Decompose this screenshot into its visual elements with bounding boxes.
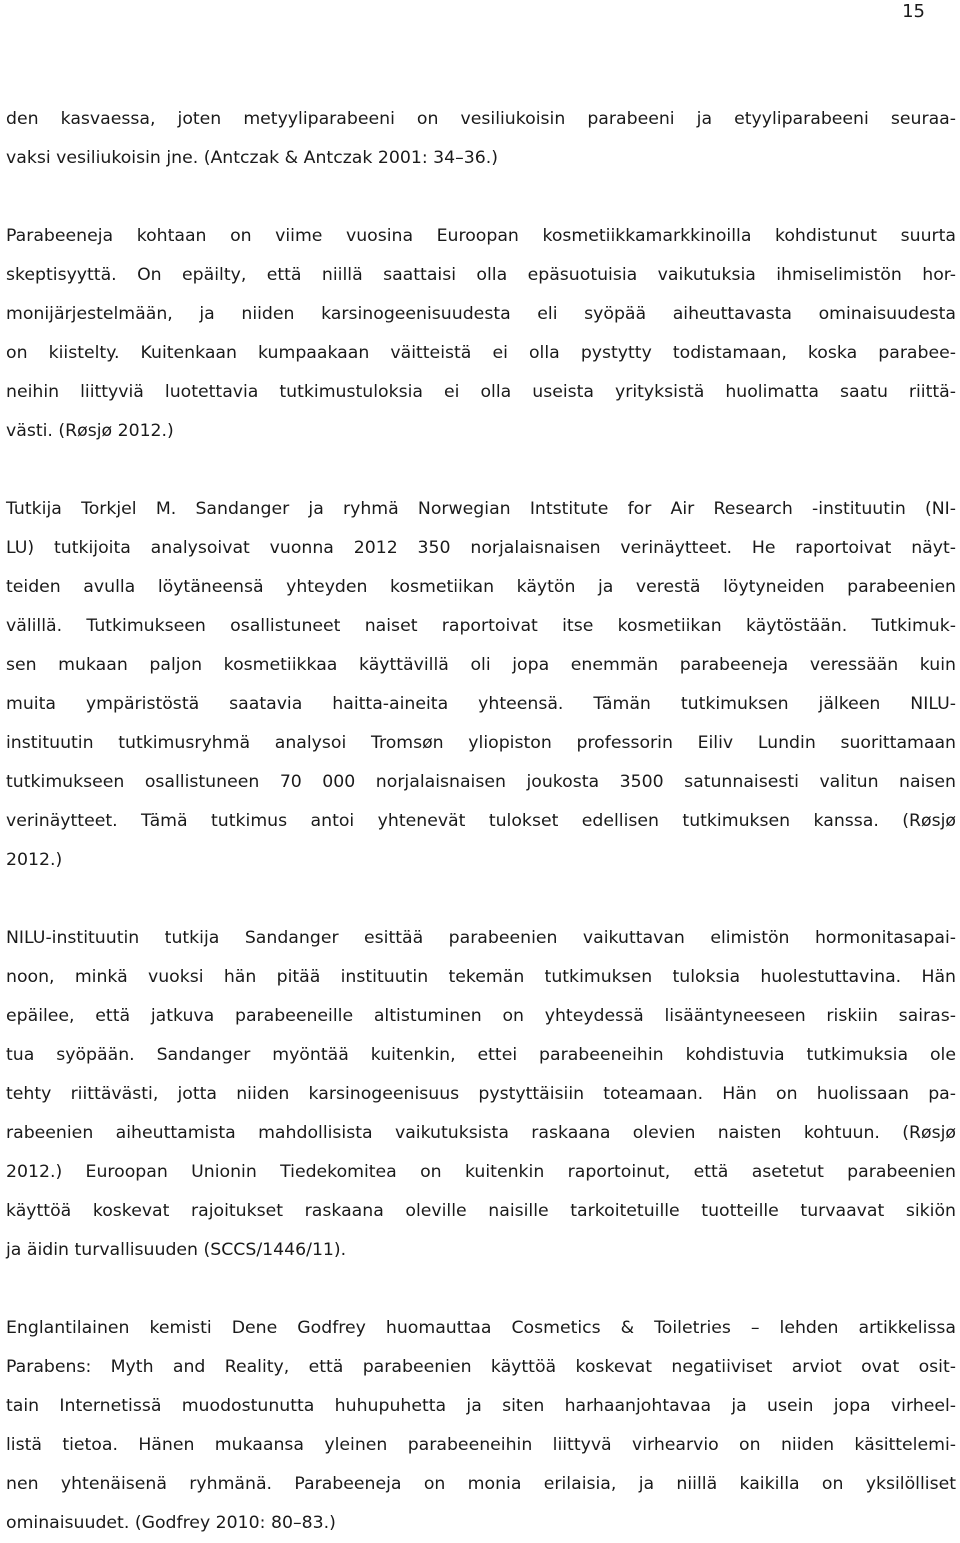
text-line: on kiistelty. Kuitenkaan kumpaakaan väitteistä ei olla pystytty todistamaan, koska parabee- <box>6 343 956 363</box>
text-line: Englantilainen kemisti Dene Godfrey huomauttaa Cosmetics & Toiletries – lehden artikkelissa <box>6 1318 956 1338</box>
text-line: verinäytteet. Tämä tutkimus antoi yhtenevät tulokset edellisen tutkimuksen kanssa. (Røsjø <box>6 811 956 831</box>
text-line: skeptisyyttä. On epäilty, että niillä saattaisi olla epäsuotuisia vaikutuksia ihmiselimistön hor- <box>6 265 956 285</box>
text-line: Tutkija Torkjel M. Sandanger ja ryhmä Norwegian Intstitute for Air Research -instituutin (NI- <box>6 499 956 519</box>
text-line: den kasvaessa, joten metyyliparabeeni on vesiliukoisin parabeeni ja etyyliparabeeni seuraa- <box>6 109 956 129</box>
paragraph-5 <box>6 1309 956 1543</box>
text-line: 2012.) Euroopan Unionin Tiedekomitea on kuitenkin raportoinut, että asetetut parabeenien <box>6 1162 956 1182</box>
text-line: ja äidin turvallisuuden (SCCS/1446/11). <box>6 1240 347 1260</box>
text-line: nen yhtenäisenä ryhmänä. Parabeeneja on monia erilaisia, ja niillä kaikilla on yksilölliset <box>6 1474 956 1494</box>
text-line: ominaisuudet. (Godfrey 2010: 80–83.) <box>6 1513 336 1533</box>
text-line: neihin liittyviä luotettavia tutkimustuloksia ei olla useista yrityksistä huolimatta saatu riittä- <box>6 382 956 402</box>
text-line: noon, minkä vuoksi hän pitää instituutin tekemän tutkimuksen tuloksia huolestuttavina. Hän <box>6 967 956 987</box>
page-number: 15 <box>902 1 925 22</box>
text-line: Parabens: Myth and Reality, että parabeenien käyttöä koskevat negatiiviset arviot ovat osit- <box>6 1357 956 1377</box>
text-line: välillä. Tutkimukseen osallistuneet naiset raportoivat itse kosmetiikan käytöstään. Tutkimuk- <box>6 616 956 636</box>
text-line: tutkimukseen osallistuneen 70 000 norjalaisnaisen joukosta 3500 satunnaisesti valitun naisen <box>6 772 956 792</box>
text-line: tehty riittävästi, jotta niiden karsinogeenisuus pystyttäisiin toteamaan. Hän on huolissaan pa- <box>6 1084 956 1104</box>
text-line: vaksi vesiliukoisin jne. (Antczak & Antczak 2001: 34–36.) <box>6 148 499 168</box>
text-line: 2012.) <box>6 850 63 870</box>
text-line: monijärjestelmään, ja niiden karsinogeenisuudesta eli syöpää aiheuttavasta ominaisuudesta <box>6 304 956 324</box>
paragraph-3 <box>6 490 956 880</box>
text-line: LU) tutkijoita analysoivat vuonna 2012 350 norjalaisnaisen verinäytteet. He raportoivat näyt- <box>6 538 956 558</box>
text-line: NILU-instituutin tutkija Sandanger esittää parabeenien vaikuttavan elimistön hormonitasapai- <box>6 928 956 948</box>
text-line: teiden avulla löytäneensä yhteyden kosmetiikan käytön ja verestä löytyneiden parabeenien <box>6 577 956 597</box>
text-line: instituutin tutkimusryhmä analysoi Tromsøn yliopiston professorin Eiliv Lundin suorittamaan <box>6 733 956 753</box>
paragraph-1 <box>6 100 956 178</box>
text-line: rabeenien aiheuttamista mahdollisista vaikutuksista raskaana olevien naisten kohtuun. (Røsjø <box>6 1123 956 1143</box>
text-line: käyttöä koskevat rajoitukset raskaana oleville naisille tarkoitetuille tuotteille turvaavat sikiön <box>6 1201 956 1221</box>
paragraph-2 <box>6 217 956 451</box>
text-line: epäilee, että jatkuva parabeeneille altistuminen on yhteydessä lisääntyneeseen riskiin sairas- <box>6 1006 956 1026</box>
text-line: västi. (Røsjø 2012.) <box>6 421 174 441</box>
document-body <box>6 100 956 1543</box>
text-line: Parabeeneja kohtaan on viime vuosina Euroopan kosmetiikkamarkkinoilla kohdistunut suurta <box>6 226 956 246</box>
text-line: sen mukaan paljon kosmetiikkaa käyttävillä oli jopa enemmän parabeeneja veressään kuin <box>6 655 956 675</box>
text-line: tain Internetissä muodostunutta huhupuhetta ja siten harhaanjohtavaa ja usein jopa virheel- <box>6 1396 956 1416</box>
text-line: tua syöpään. Sandanger myöntää kuitenkin, ettei parabeeneihin kohdistuvia tutkimuksia ole <box>6 1045 956 1065</box>
text-line: muita ympäristöstä saatavia haitta-aineita yhteensä. Tämän tutkimuksen jälkeen NILU- <box>6 694 956 714</box>
paragraph-4 <box>6 919 956 1270</box>
text-line: listä tietoa. Hänen mukaansa yleinen parabeeneihin liittyvä virhearvio on niiden käsittelemi- <box>6 1435 956 1455</box>
